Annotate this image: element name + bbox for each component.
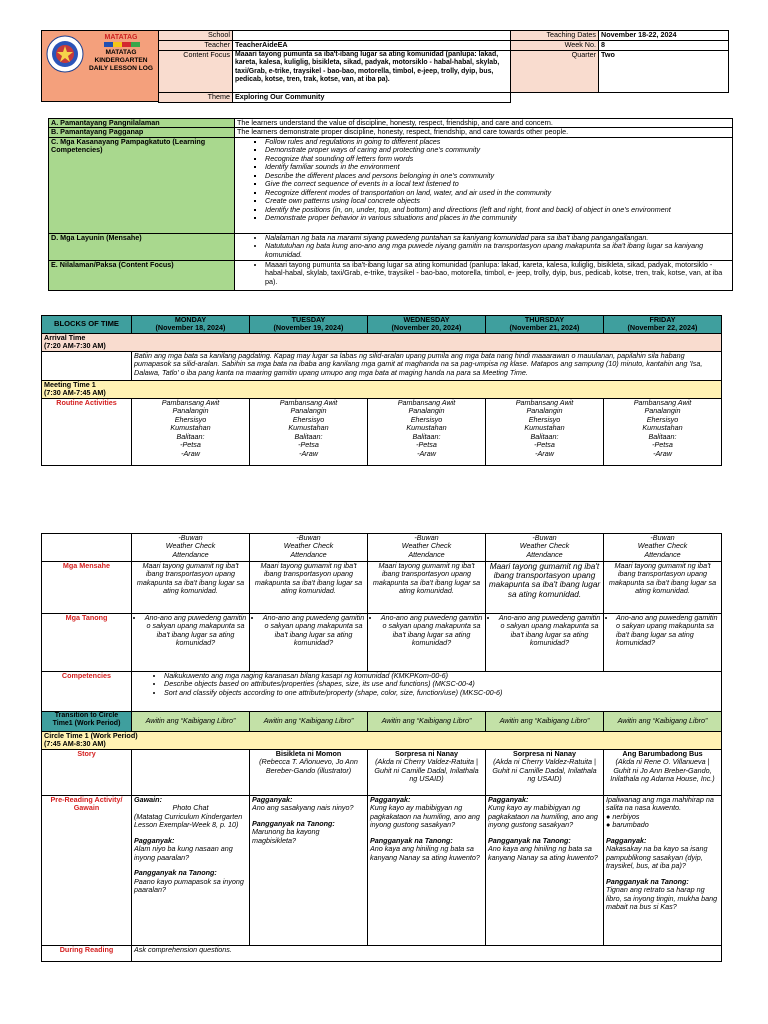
routine-item: Attendance [172, 549, 209, 559]
logo-line-2: KINDERGARTEN [94, 57, 148, 65]
routine-cont-thursday [486, 534, 604, 562]
story-thursday [486, 750, 604, 796]
tanong-thursday [486, 614, 604, 672]
routine-item: -Buwan [178, 533, 203, 542]
blocks-of-time-header: BLOCKS OF TIME [42, 316, 132, 334]
prereading-monday [132, 796, 250, 946]
arrival-text: Batiin ang mga bata sa kanilang pagdating. Kapag may lugar sa labas ng silid-aralan upang pumila ang mga bata nang hindi maaarawan o mauulanan, papilahin sila habang pumapasok sa silid-aralan. Sabihin sa mga bata na ibaba ang kanilang mga gamit at maghanda na sa pag-umpisa ng klase. Matapos ang sampung (10) minuto, kantahin ang 'Isa, Dalawa, Tatlo' o iba pang kanta na maaring gamitin upang umupo ang mga bata at maging handa na para sa Meeting Time. [132, 352, 722, 381]
routine-item: -Petsa [534, 440, 555, 450]
header-fields-left [158, 30, 511, 103]
gawain-reference: (Matatag Curriculum Kindergarten Lesson Exemplar-Week 8, p. 10) [134, 811, 243, 830]
prereading-label: Pre-Reading Activity/ Gawain [42, 796, 132, 946]
gawain-label: Gawain: [134, 795, 162, 804]
meeting-time: (7:30 AM-7:45 AM) [44, 388, 106, 398]
prereading-friday [604, 796, 722, 946]
routine-item: Kumustahan [170, 423, 211, 433]
logo-line-3: DAILY LESSON LOG [88, 65, 154, 73]
competency-item: ▪ Identify the positions (in, on, under, top, and bottom) and directions (left and right, front and back) of object in one's environment [265, 206, 730, 214]
logo-caption [86, 49, 156, 74]
routine-item: Pambansang Awit [161, 398, 220, 407]
week-label: Week No. [511, 41, 599, 51]
content-focus-list [235, 260, 733, 290]
mensahe-friday: Maari tayong gumamit ng iba't ibang transportasyon upang makapunta sa iba't ibang lugar sa ating komunidad. [604, 562, 722, 614]
vocabulary-intro: Ipaliwanag ang mga mahihirap na salita na nasa kuwento. [606, 795, 714, 813]
circle-time-row [42, 732, 722, 750]
routine-item: -Araw [181, 448, 200, 458]
routine-item: Attendance [644, 549, 681, 559]
competency-code-item: • Sort and classify objects according to one attribute/property (shape, color, size, function/use) (MKSC-00-6) [164, 689, 719, 697]
story-tuesday [250, 750, 368, 796]
competency-code-item: • Describe objects based on attributes/properties (shapes, size, its use and functions) (MKSC-00-4) [164, 680, 719, 688]
day-name: FRIDAY [649, 315, 676, 324]
pangganyak-tanong-label: Pangganyak na Tanong: [252, 818, 335, 828]
story-credit: (Akda ni Rene O. Villanueva | Guhit ni Jo Ann Breber-Gando, Inilathala ng Adarna House, Inc.) [610, 757, 715, 784]
competency-code-item: • Naikukuwento ang mga naging karanasan bilang kasapi ng komunidad (KMKPKom-00-6) [164, 672, 719, 680]
day-header-tuesday [250, 316, 368, 334]
tanong-item: • Ano-ano ang puwedeng gamitin o sakyan upang makapunta sa iba't ibang lugar sa ating komunidad? [616, 614, 719, 648]
routine-cont-tuesday [250, 534, 368, 562]
competency-item: ▪ Give the correct sequence of events in a local text listened to [265, 180, 730, 188]
routine-item: Weather Check [283, 541, 334, 551]
story-friday [604, 750, 722, 796]
routine-item: -Buwan [296, 533, 321, 542]
routine-cont-wednesday [368, 534, 486, 562]
day-date: (November 21, 2024) [509, 323, 580, 333]
mensahe-wednesday: Maari tayong gumamit ng iba't ibang transportasyon upang makapunta sa iba't ibang lugar sa ating komunidad. [368, 562, 486, 614]
routine-item: -Araw [535, 448, 554, 458]
story-credit: (Rebecca T. Añonuevo, Jo Ann Bereber-Gando (illustrator) [259, 757, 358, 775]
pagganyak-label: Pagganyak: [488, 795, 529, 804]
routine-item: Balitaan: [176, 431, 205, 441]
routine-item: -Buwan [414, 533, 439, 542]
routine-item: -Buwan [532, 533, 557, 542]
objectives-list [235, 233, 733, 260]
competency-item: ▪ Demonstrate proper behavior in various situations and places in the community [265, 214, 730, 222]
content-focus-item: • Maaari tayong pumunta sa iba't-ibang lugar sa ating komunidad (panlupa: lakad, kareta, kalesa, kuliglig, bisikleta, sikad, padyak, motorsiklo - habal-habal, skylab, taxi/Grab, e-trike, traysikel - bao-bao, motorella, timbol, e- jeep, trolly, dyip, bus, pedicab, kotse, tren, trak, kotse, van, at iba pa). [265, 261, 730, 286]
routine-item: Ehersisyo [528, 414, 561, 424]
tanong-item: • Ano-ano ang puwedeng gamitin o sakyan upang makapunta sa iba't ibang lugar sa ating komunidad? [498, 614, 601, 648]
transition-tuesday: Awitin ang “Kaibigang Libro” [250, 712, 368, 732]
pangganyak-tanong-text: Marunong ba kayong magbisikleta? [252, 827, 320, 845]
mensahe-thursday: Maari tayong gumamit ng iba't ibang transportasyon upang makapunta sa iba't ibang lugar sa ating komunidad. [486, 562, 604, 614]
arrival-time-row [42, 334, 722, 352]
mensahe-tuesday: Maari tayong gumamit ng iba't ibang transportasyon upang makapunta sa iba't ibang lugar sa ating komunidad. [250, 562, 368, 614]
routine-item: -Araw [299, 448, 318, 458]
pangganyak-tanong-text: Ano kaya ang hiniling ng bata sa kanyang Nanay sa ating kuwento? [370, 844, 480, 862]
transition-friday: Awitin ang “Kaibigang Libro” [604, 712, 722, 732]
vocabulary-word-text: nerbiyos [612, 811, 640, 821]
objective-item: • Nalalaman ng bata na marami siyang puwedeng puntahan sa kaniyang komunidad para sa iba't ibang pangangailangan. [265, 234, 730, 242]
teaching-dates-label: Teaching Dates [511, 31, 599, 41]
competencies-row-list [132, 672, 722, 712]
pangganyak-tanong-label: Pangganyak na Tanong: [134, 868, 217, 878]
routine-item: Kumustahan [406, 423, 447, 433]
routine-item: -Petsa [652, 440, 673, 450]
content-standard-value: The learners understand the value of discipline, honesty, respect, friendship, and care and concern. [235, 119, 733, 128]
day-header-monday [132, 316, 250, 334]
day-name: TUESDAY [291, 315, 326, 324]
story-credit: (Akda ni Cherry Valdez-Ratuita | Guhit ni Camille Dadal, Inilathala ng USAID) [374, 757, 479, 784]
competency-item: ▪ Recognize that sounding off letters form words [265, 155, 730, 163]
routine-item: Kumustahan [524, 423, 565, 433]
routine-item: Pambansang Awit [397, 398, 456, 407]
tanong-friday [604, 614, 722, 672]
theme-label: Theme [159, 93, 233, 103]
routine-item: Panalangin [526, 406, 563, 416]
brand-stripes-icon [104, 42, 140, 48]
pangganyak-tanong-label: Pangganyak na Tanong: [370, 835, 453, 845]
meeting-label: Meeting Time 1 [44, 380, 96, 389]
routine-item: Pambansang Awit [633, 398, 692, 407]
tanong-item: • Ano-ano ang puwedeng gamitin o sakyan upang makapunta sa iba't ibang lugar sa ating komunidad? [380, 614, 483, 648]
standards-table [48, 118, 733, 291]
routine-cont-monday [132, 534, 250, 562]
pangganyak-tanong-text: Ano kaya ang hiniling ng bata sa kanyang Nanay sa ating kuwento? [488, 844, 598, 862]
pangganyak-tanong-text: Tignan ang retrato sa harap ng libro, sa inyong tingin, mukha bang mabait na bus si Kas? [606, 885, 718, 912]
tanong-item: • Ano-ano ang puwedeng gamitin o sakyan upang makapunta sa iba't ibang lugar sa ating komunidad? [262, 614, 365, 648]
routine-item: Attendance [526, 549, 563, 559]
story-title: Sorpresa ni Nanay [512, 749, 577, 758]
routine-item: Pambansang Awit [515, 398, 574, 407]
routine-cell-wednesday [368, 399, 486, 466]
routine-cont-label-cell [42, 534, 132, 562]
pagganyak-label: Pagganyak: [134, 835, 175, 845]
quarter-value: Two [599, 51, 729, 93]
routine-item: Ehersisyo [410, 414, 443, 424]
competencies-row-label: Competencies [42, 672, 132, 712]
day-date: (November 22, 2024) [627, 323, 698, 333]
day-name: WEDNESDAY [403, 315, 450, 324]
routine-item: Ehersisyo [646, 414, 679, 424]
content-focus-value: Maaari tayong pumunta sa iba't-ibang lugar sa ating komunidad (panlupa: lakad, kareta, kalesa, kuliglig, bisikleta, sikad, padyak, motorsiklo - habal-habal, skylab, taxi/Grab, e-trike, traysikel - bao-bao, motorella, timbol, e-jeep, trolly, dyip, bus, pedicab, kotse, tren, trak, kotse, van, at iba pa). [233, 51, 511, 93]
routine-item: -Petsa [180, 440, 201, 450]
schedule-table [41, 315, 722, 466]
logo-line-1: MATATAG [105, 49, 137, 56]
day-header-thursday [486, 316, 604, 334]
transition-wednesday: Awitin ang “Kaibigang Libro” [368, 712, 486, 732]
routine-item: Attendance [290, 549, 327, 559]
routine-item: Kumustahan [642, 423, 683, 433]
pangganyak-tanong-label: Pangganyak na Tanong: [606, 876, 689, 886]
pagganyak-text: Nakasakay na ba kayo sa isang pampublikong sasakyan (dyip, traysikel, bus, at iba pa)? [606, 844, 708, 871]
story-label: Story [42, 750, 132, 796]
arrival-blank-cell [42, 352, 132, 381]
performance-standard-label: B. Pamantayang Pagganap [49, 128, 235, 137]
day-header-wednesday [368, 316, 486, 334]
arrival-time: (7:20 AM-7:30 AM) [44, 341, 106, 351]
quarter-label: Quarter [511, 51, 599, 93]
day-name: THURSDAY [524, 315, 565, 324]
routine-item: Pambansang Awit [279, 398, 338, 407]
story-monday [132, 750, 250, 796]
vocabulary-word-text: barumbado [612, 820, 649, 830]
story-credit: (Akda ni Cherry Valdez-Ratuita | Guhit ni Camille Dadal, Inilathala ng USAID) [492, 757, 597, 784]
routine-item: Balitaan: [530, 431, 559, 441]
competencies-list [235, 137, 733, 233]
transition-monday: Awitin ang “Kaibigang Libro” [132, 712, 250, 732]
meeting-time-row [42, 381, 722, 399]
routine-item: Weather Check [165, 541, 216, 551]
performance-standard-value: The learners demonstrate proper discipline, honesty, respect, friendship, and care towards other people. [235, 128, 733, 137]
content-standard-label: A. Pamantayang Pangnilalaman [49, 119, 235, 128]
logo-panel [41, 30, 159, 102]
teacher-value: TeacherAideEA [233, 41, 511, 51]
competency-item: ▪ Follow rules and regulations in going to different places [265, 138, 730, 146]
day-header-friday [604, 316, 722, 334]
during-reading-label: During Reading [42, 946, 132, 962]
routine-item: Panalangin [644, 406, 681, 416]
pagganyak-text: Kung kayo ay mabibigyan ng pagkakataon na humiling, ano ang inyong gustong sasakyan? [370, 803, 480, 830]
theme-value: Exploring Our Community [233, 93, 511, 103]
pagganyak-text: Kung kayo ay mabibigyan ng pagkakataon na humiling, ano ang inyong gustong sasakyan? [488, 803, 598, 830]
routine-item: Panalangin [290, 406, 327, 416]
circle-label: Circle Time 1 (Work Period) [44, 731, 138, 740]
competency-item: ▪ Recognize different modes of transportation on land, water, and air used in the community [265, 189, 730, 197]
routine-item: -Petsa [298, 440, 319, 450]
circle-time: (7:45 AM-8:30 AM) [44, 739, 106, 749]
pagganyak-label: Pagganyak: [252, 795, 293, 804]
pagganyak-text: Alam niyo ba kung nasaan ang inyong paaralan? [134, 844, 233, 862]
vocabulary-word: ● nerbiyos [606, 811, 640, 821]
pangganyak-tanong-text: Paano kayo pumapasok sa inyong paaralan? [134, 876, 244, 895]
prereading-thursday [486, 796, 604, 946]
pagganyak-text: Ano ang sasakyang nais ninyo? [252, 803, 354, 813]
teaching-dates-value: November 18-22, 2024 [599, 31, 729, 41]
week-value: 8 [599, 41, 729, 51]
day-date: (November 19, 2024) [273, 323, 344, 333]
competency-item: ▪ Demonstrate proper ways of caring and protecting one's community [265, 146, 730, 154]
routine-item: Weather Check [637, 541, 688, 551]
story-title: Bisikleta ni Momon [275, 749, 342, 758]
routine-item: -Buwan [650, 533, 675, 542]
story-title: Sorpresa ni Nanay [394, 749, 459, 758]
schedule-table-continued [41, 533, 722, 962]
transition-thursday: Awitin ang “Kaibigang Libro” [486, 712, 604, 732]
routine-item: Kumustahan [288, 423, 329, 433]
prereading-wednesday [368, 796, 486, 946]
competency-item: ▪ Describe the different places and persons belonging in one's community [265, 172, 730, 180]
routine-item: Panalangin [172, 406, 209, 416]
objectives-label: D. Mga Layunin (Mensahe) [49, 233, 235, 260]
transition-label: Transition to Circle Time1 (Work Period) [42, 712, 132, 732]
competency-item: ▪ Identify familiar sounds in the environment [265, 163, 730, 171]
arrival-label: Arrival Time [44, 333, 86, 342]
competencies-label: C. Mga Kasanayang Pampagkatuto (Learning Competencies) [49, 137, 235, 233]
tanong-tuesday [250, 614, 368, 672]
day-name: MONDAY [174, 315, 207, 324]
gawain-title: Photo Chat [172, 803, 209, 813]
header-fields-right [510, 30, 729, 93]
routine-item: -Araw [417, 448, 436, 458]
teacher-label: Teacher [159, 41, 233, 51]
routine-cont-friday [604, 534, 722, 562]
mensahe-label: Mga Mensahe [42, 562, 132, 614]
routine-item: Ehersisyo [292, 414, 325, 424]
matatag-brand: MATATAG [104, 34, 138, 41]
routine-item: Panalangin [408, 406, 445, 416]
routine-item: Ehersisyo [174, 414, 207, 424]
school-label: School [159, 31, 233, 41]
routine-activities-label: Routine Activities [42, 399, 132, 466]
content-focus-label: Content Focus [159, 51, 233, 93]
routine-cell-thursday [486, 399, 604, 466]
day-date: (November 20, 2024) [391, 323, 462, 333]
competency-item: ▪ Create own patterns using local concrete objects [265, 197, 730, 205]
story-wednesday [368, 750, 486, 796]
day-date: (November 18, 2024) [155, 323, 226, 333]
tanong-label: Mga Tanong [42, 614, 132, 672]
routine-item: Weather Check [519, 541, 570, 551]
mensahe-monday: Maari tayong gumamit ng iba't ibang transportasyon upang makapunta sa iba't ibang lugar sa ating komunidad. [132, 562, 250, 614]
pagganyak-label: Pagganyak: [370, 795, 411, 804]
during-reading-text: Ask comprehension questions. [132, 946, 722, 962]
tanong-wednesday [368, 614, 486, 672]
school-value [233, 31, 511, 41]
content-focus-row-label: E. Nilalaman/Paksa (Content Focus) [49, 260, 235, 290]
vocabulary-word: ● barumbado [606, 820, 649, 830]
routine-item: Weather Check [401, 541, 452, 551]
pangganyak-tanong-label: Pangganyak na Tanong: [488, 835, 571, 845]
routine-item: -Araw [653, 448, 672, 458]
routine-cell-monday [132, 399, 250, 466]
routine-item: Balitaan: [648, 431, 677, 441]
deped-seal-icon [46, 35, 84, 73]
tanong-item: • Ano-ano ang puwedeng gamitin o sakyan upang makapunta sa iba't ibang lugar sa ating komunidad? [144, 614, 247, 648]
tanong-monday [132, 614, 250, 672]
story-title: Ang Barumbadong Bus [622, 749, 703, 758]
routine-item: Balitaan: [294, 431, 323, 441]
routine-item: -Petsa [416, 440, 437, 450]
routine-item: Balitaan: [412, 431, 441, 441]
objective-item: • Natututuhan ng bata kung ano-ano ang mga puwede niyang gamitin na transportasyon upang makapunta sa iba't ibang lugar sa kaniyang komunidad. [265, 242, 730, 259]
routine-cell-tuesday [250, 399, 368, 466]
routine-item: Attendance [408, 549, 445, 559]
prereading-tuesday [250, 796, 368, 946]
pagganyak-label: Pagganyak: [606, 835, 647, 845]
routine-cell-friday [604, 399, 722, 466]
